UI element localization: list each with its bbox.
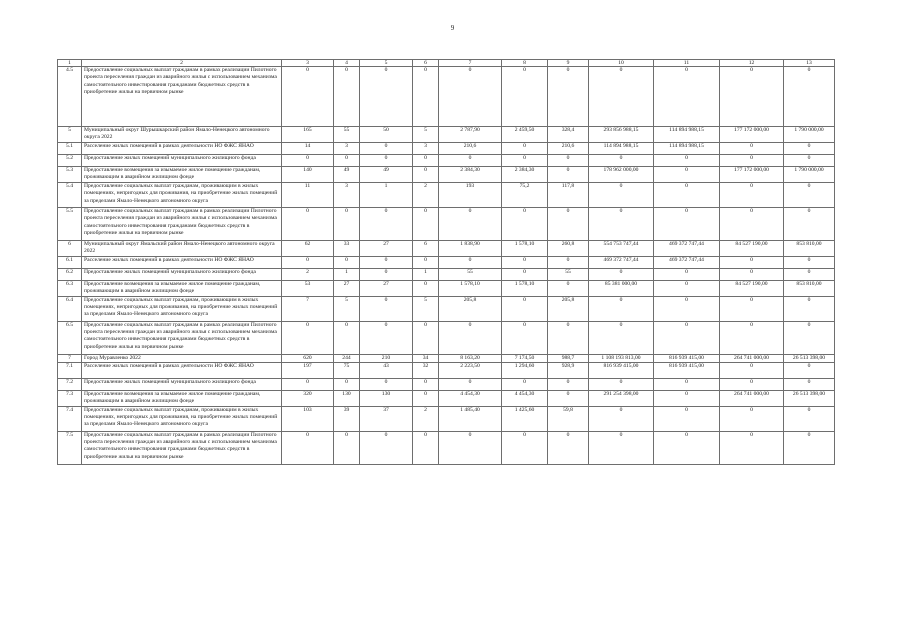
value-cell: 0 — [360, 67, 413, 127]
value-cell: 0 — [502, 67, 548, 127]
value-cell: 49 — [334, 167, 360, 183]
value-cell: 0 — [439, 155, 502, 167]
value-cell: 210,6 — [439, 143, 502, 155]
value-cell: 0 — [282, 256, 334, 268]
value-cell: 0 — [720, 321, 784, 354]
value-cell: 130 — [360, 390, 413, 406]
row-number-cell: 6.4 — [58, 296, 82, 321]
value-cell: 59,8 — [548, 406, 589, 431]
row-number-cell: 5.2 — [58, 155, 82, 167]
table-row — [58, 182, 835, 207]
value-cell: 0 — [654, 378, 720, 390]
value-cell: 7 — [282, 296, 334, 321]
value-cell: 5 — [360, 60, 413, 67]
table-row — [58, 354, 835, 362]
value-cell: 84 527 190,00 — [720, 280, 784, 296]
value-cell: 0 — [654, 406, 720, 431]
table-row — [58, 321, 835, 354]
value-cell: 32 — [413, 362, 439, 378]
value-cell: 6 — [413, 60, 439, 67]
description-cell: Расселение жилых помещений в рамках деятельности НО ФЖС ЯНАО — [82, 362, 282, 378]
value-cell: 554 753 747,44 — [589, 240, 654, 256]
value-cell: 205,8 — [439, 296, 502, 321]
value-cell: 0 — [502, 378, 548, 390]
value-cell: 27 — [360, 280, 413, 296]
description-cell: Предоставление жилых помещений муниципального жилищного фонда — [82, 268, 282, 280]
value-cell: 0 — [784, 296, 835, 321]
value-cell: 197 — [282, 362, 334, 378]
value-cell: 114 894 988,15 — [589, 143, 654, 155]
value-cell: 39 — [334, 406, 360, 431]
value-cell: 0 — [654, 321, 720, 354]
value-cell: 10 — [589, 60, 654, 67]
row-number-cell: 7.3 — [58, 390, 82, 406]
row-number-cell: 5 — [58, 127, 82, 143]
value-cell: 130 — [334, 390, 360, 406]
row-number-cell: 6.5 — [58, 321, 82, 354]
value-cell: 0 — [784, 406, 835, 431]
table-row — [58, 67, 835, 127]
value-cell: 0 — [334, 155, 360, 167]
value-cell: 816 939 415,00 — [654, 354, 720, 362]
value-cell: 0 — [589, 67, 654, 127]
value-cell: 0 — [720, 155, 784, 167]
value-cell: 0 — [548, 431, 589, 464]
value-cell: 0 — [589, 431, 654, 464]
value-cell: 3 — [282, 60, 334, 67]
value-cell: 205,8 — [548, 296, 589, 321]
value-cell: 1 294,60 — [502, 362, 548, 378]
description-cell: Предоставление жилых помещений муниципального жилищного фонда — [82, 155, 282, 167]
value-cell: 0 — [360, 143, 413, 155]
value-cell: 5 — [413, 296, 439, 321]
value-cell: 5 — [334, 296, 360, 321]
description-cell: Предоставление социальных выплат гражданам, проживающим в жилых помещениях, непригодных для проживания, на приобретение жилых помещений за пределами Ямало-Ненецкого автономного округа — [82, 296, 282, 321]
value-cell: 4 454,30 — [502, 390, 548, 406]
table-header-row — [58, 60, 835, 67]
value-cell: 0 — [548, 167, 589, 183]
value-cell: 6 — [413, 240, 439, 256]
value-cell: 0 — [548, 378, 589, 390]
value-cell: 1 578,10 — [502, 280, 548, 296]
value-cell: 0 — [720, 378, 784, 390]
value-cell: 75,2 — [502, 182, 548, 207]
value-cell: 53 — [282, 280, 334, 296]
value-cell: 117,8 — [548, 182, 589, 207]
value-cell: 0 — [439, 378, 502, 390]
value-cell: 50 — [360, 127, 413, 143]
value-cell: 27 — [334, 280, 360, 296]
value-cell: 0 — [334, 256, 360, 268]
table-row — [58, 143, 835, 155]
value-cell: 33 — [334, 240, 360, 256]
value-cell: 816 939 415,00 — [654, 362, 720, 378]
row-number-cell: 6 — [58, 240, 82, 256]
value-cell: 4 454,30 — [439, 390, 502, 406]
value-cell: 1 578,10 — [439, 280, 502, 296]
value-cell: 1 485,40 — [439, 406, 502, 431]
description-cell: Предоставление социальных выплат гражданам в рамках реализации Пилотного проекта переселения граждан из аварийного жилья с использованием механизма самостоятельного инвестирования гражданами бюджетных средств в приобретение жилья на первичном рынке — [82, 207, 282, 240]
value-cell: 0 — [654, 431, 720, 464]
value-cell: 11 — [282, 182, 334, 207]
value-cell: 0 — [548, 390, 589, 406]
description-cell: Муниципальный округ Шурышкарский район Ямало-Ненецкого автономного округа 2022 — [82, 127, 282, 143]
value-cell: 0 — [720, 143, 784, 155]
value-cell: 0 — [413, 256, 439, 268]
value-cell: 469 372 747,44 — [654, 256, 720, 268]
value-cell: 264 741 000,00 — [720, 390, 784, 406]
value-cell: 0 — [282, 207, 334, 240]
description-cell: Город Муравленко 2022 — [82, 354, 282, 362]
value-cell: 0 — [589, 378, 654, 390]
value-cell: 0 — [654, 67, 720, 127]
value-cell: 0 — [784, 207, 835, 240]
value-cell: 0 — [548, 280, 589, 296]
value-cell: 210 — [360, 354, 413, 362]
value-cell: 0 — [413, 207, 439, 240]
row-number-cell: 5.4 — [58, 182, 82, 207]
value-cell: 165 — [282, 127, 334, 143]
value-cell: 55 — [334, 127, 360, 143]
value-cell: 291 254 398,00 — [589, 390, 654, 406]
value-cell: 1 425,60 — [502, 406, 548, 431]
value-cell: 0 — [589, 268, 654, 280]
value-cell: 34 — [413, 354, 439, 362]
description-cell: Предоставление возмещения за изымаемое жилое помещение гражданам, проживающим в аварийном жилищном фонде — [82, 390, 282, 406]
value-cell: 0 — [720, 296, 784, 321]
table-row — [58, 268, 835, 280]
value-cell: 1 108 193 813,00 — [589, 354, 654, 362]
value-cell: 9 — [548, 60, 589, 67]
description-cell: Расселение жилых помещений в рамках деятельности НО ФЖС ЯНАО — [82, 256, 282, 268]
value-cell: 0 — [784, 256, 835, 268]
value-cell: 0 — [784, 268, 835, 280]
value-cell: 2 — [413, 406, 439, 431]
value-cell: 84 527 190,00 — [720, 240, 784, 256]
value-cell: 0 — [502, 296, 548, 321]
value-cell: 0 — [720, 182, 784, 207]
value-cell: 0 — [548, 155, 589, 167]
value-cell: 0 — [654, 268, 720, 280]
value-cell: 210,6 — [548, 143, 589, 155]
value-cell: 0 — [282, 67, 334, 127]
value-cell: 177 172 000,00 — [720, 127, 784, 143]
value-cell: 0 — [334, 67, 360, 127]
value-cell: 0 — [654, 207, 720, 240]
value-cell: 2 — [413, 182, 439, 207]
value-cell: 0 — [282, 431, 334, 464]
row-number-cell: 6.3 — [58, 280, 82, 296]
value-cell: 2 459,50 — [502, 127, 548, 143]
value-cell: 0 — [589, 321, 654, 354]
description-cell: 2 — [82, 60, 282, 67]
value-cell: 193 — [439, 182, 502, 207]
value-cell: 0 — [784, 155, 835, 167]
value-cell: 0 — [720, 207, 784, 240]
value-cell: 85 381 000,00 — [589, 280, 654, 296]
value-cell: 1 — [413, 268, 439, 280]
value-cell: 5 — [413, 127, 439, 143]
value-cell: 2 787,90 — [439, 127, 502, 143]
table-row — [58, 256, 835, 268]
value-cell: 75 — [334, 362, 360, 378]
value-cell: 8 — [502, 60, 548, 67]
value-cell: 0 — [413, 67, 439, 127]
value-cell: 0 — [413, 280, 439, 296]
value-cell: 0 — [720, 406, 784, 431]
value-cell: 43 — [360, 362, 413, 378]
value-cell: 0 — [548, 256, 589, 268]
value-cell: 55 — [548, 268, 589, 280]
value-cell: 1 578,10 — [502, 240, 548, 256]
value-cell: 0 — [548, 207, 589, 240]
value-cell: 853 810,00 — [784, 280, 835, 296]
value-cell: 0 — [784, 362, 835, 378]
value-cell: 0 — [439, 431, 502, 464]
row-number-cell: 4.5 — [58, 67, 82, 127]
value-cell: 0 — [654, 280, 720, 296]
value-cell: 0 — [360, 256, 413, 268]
value-cell: 0 — [589, 155, 654, 167]
row-number-cell: 7 — [58, 354, 82, 362]
value-cell: 0 — [502, 256, 548, 268]
value-cell: 244 — [334, 354, 360, 362]
value-cell: 0 — [654, 296, 720, 321]
value-cell: 2 384,30 — [502, 167, 548, 183]
table-row — [58, 378, 835, 390]
value-cell: 0 — [654, 167, 720, 183]
value-cell: 0 — [784, 321, 835, 354]
value-cell: 1 — [334, 268, 360, 280]
description-cell: Муниципальный округ Ямальский район Ямало-Ненецкого автономного округа 2022 — [82, 240, 282, 256]
value-cell: 0 — [589, 182, 654, 207]
value-cell: 26 513 398,00 — [784, 354, 835, 362]
row-number-cell: 6.2 — [58, 268, 82, 280]
value-cell: 0 — [413, 155, 439, 167]
table-row — [58, 362, 835, 378]
description-cell: Предоставление возмещения за изымаемое жилое помещение гражданам, проживающим в аварийном жилищном фонде — [82, 280, 282, 296]
value-cell: 0 — [720, 362, 784, 378]
description-cell: Предоставление возмещения за изымаемое жилое помещение гражданам, проживающим в аварийном жилищном фонде — [82, 167, 282, 183]
value-cell: 0 — [654, 155, 720, 167]
value-cell: 264 741 000,00 — [720, 354, 784, 362]
value-cell: 1 838,90 — [439, 240, 502, 256]
value-cell: 14 — [282, 143, 334, 155]
value-cell: 140 — [282, 167, 334, 183]
value-cell: 0 — [784, 431, 835, 464]
value-cell: 0 — [360, 207, 413, 240]
value-cell: 0 — [360, 268, 413, 280]
value-cell: 0 — [334, 321, 360, 354]
value-cell: 3 — [413, 143, 439, 155]
value-cell: 0 — [282, 321, 334, 354]
table-row — [58, 431, 835, 464]
value-cell: 0 — [654, 390, 720, 406]
description-cell: Предоставление социальных выплат гражданам в рамках реализации Пилотного проекта переселения граждан из аварийного жилья с использованием механизма самостоятельного инвестирования гражданами бюджетных средств в приобретение жилья на первичном рынке — [82, 431, 282, 464]
description-cell: Предоставление социальных выплат гражданам, проживающим в жилых помещениях, непригодных для проживания, на приобретение жилых помещений за пределами Ямало-Ненецкого автономного округа — [82, 406, 282, 431]
value-cell: 0 — [589, 296, 654, 321]
value-cell: 320 — [282, 390, 334, 406]
value-cell: 1 790 000,00 — [784, 127, 835, 143]
value-cell: 0 — [413, 321, 439, 354]
value-cell: 1 790 000,00 — [784, 167, 835, 183]
value-cell: 0 — [360, 155, 413, 167]
value-cell: 0 — [502, 321, 548, 354]
value-cell: 0 — [784, 67, 835, 127]
value-cell: 178 962 000,00 — [589, 167, 654, 183]
value-cell: 260,8 — [548, 240, 589, 256]
value-cell: 0 — [334, 207, 360, 240]
value-cell: 0 — [439, 207, 502, 240]
table-row — [58, 207, 835, 240]
value-cell: 12 — [720, 60, 784, 67]
value-cell: 62 — [282, 240, 334, 256]
table-row — [58, 280, 835, 296]
table-row — [58, 155, 835, 167]
value-cell: 469 372 747,44 — [654, 240, 720, 256]
value-cell: 816 939 415,00 — [589, 362, 654, 378]
value-cell: 7 174,50 — [502, 354, 548, 362]
value-cell: 177 172 000,00 — [720, 167, 784, 183]
value-cell: 928,9 — [548, 362, 589, 378]
value-cell: 11 — [654, 60, 720, 67]
value-cell: 0 — [413, 167, 439, 183]
value-cell: 0 — [589, 406, 654, 431]
value-cell: 0 — [360, 321, 413, 354]
table-row — [58, 390, 835, 406]
value-cell: 0 — [502, 155, 548, 167]
page-number: 9 — [450, 24, 455, 32]
value-cell: 0 — [413, 431, 439, 464]
value-cell: 0 — [439, 321, 502, 354]
row-number-cell: 6.1 — [58, 256, 82, 268]
row-number-cell: 7.4 — [58, 406, 82, 431]
value-cell: 0 — [589, 207, 654, 240]
row-number-cell: 1 — [58, 60, 82, 67]
description-cell: Предоставление социальных выплат гражданам, проживающим в жилых помещениях, непригодных для проживания, на приобретение жилых помещений за пределами Ямало-Ненецкого автономного округа — [82, 182, 282, 207]
value-cell: 0 — [784, 182, 835, 207]
value-cell: 0 — [439, 256, 502, 268]
value-cell: 0 — [360, 378, 413, 390]
value-cell: 7 — [439, 60, 502, 67]
row-number-cell: 5.3 — [58, 167, 82, 183]
table-row — [58, 127, 835, 143]
value-cell: 2 223,50 — [439, 362, 502, 378]
value-cell: 3 — [334, 182, 360, 207]
value-cell: 0 — [720, 268, 784, 280]
value-cell: 37 — [360, 406, 413, 431]
value-cell: 13 — [784, 60, 835, 67]
value-cell: 1 — [360, 182, 413, 207]
value-cell: 27 — [360, 240, 413, 256]
value-cell: 0 — [502, 431, 548, 464]
value-cell: 0 — [502, 207, 548, 240]
value-cell: 0 — [720, 256, 784, 268]
value-cell: 0 — [282, 155, 334, 167]
value-cell: 2 — [282, 268, 334, 280]
resettlement-table — [57, 59, 835, 465]
row-number-cell: 7.1 — [58, 362, 82, 378]
row-number-cell: 5.1 — [58, 143, 82, 155]
value-cell: 4 — [334, 60, 360, 67]
description-cell: Предоставление социальных выплат гражданам в рамках реализации Пилотного проекта переселения граждан из аварийного жилья с использованием механизма самостоятельного инвестирования гражданами бюджетных средств в приобретение жилья на первичном рынке — [82, 67, 282, 127]
description-cell: Расселение жилых помещений в рамках деятельности НО ФЖС ЯНАО — [82, 143, 282, 155]
value-cell: 0 — [282, 378, 334, 390]
value-cell: 988,7 — [548, 354, 589, 362]
value-cell: 0 — [784, 143, 835, 155]
value-cell: 0 — [720, 431, 784, 464]
value-cell: 49 — [360, 167, 413, 183]
value-cell: 55 — [439, 268, 502, 280]
value-cell: 0 — [502, 143, 548, 155]
table-row — [58, 406, 835, 431]
value-cell: 0 — [334, 378, 360, 390]
value-cell: 8 163,20 — [439, 354, 502, 362]
value-cell: 0 — [720, 67, 784, 127]
value-cell: 853 810,00 — [784, 240, 835, 256]
value-cell: 0 — [360, 296, 413, 321]
table-row — [58, 167, 835, 183]
value-cell: 0 — [439, 67, 502, 127]
value-cell: 620 — [282, 354, 334, 362]
value-cell: 469 372 747,44 — [589, 256, 654, 268]
value-cell: 328,4 — [548, 127, 589, 143]
value-cell: 0 — [360, 431, 413, 464]
description-cell: Предоставление социальных выплат гражданам в рамках реализации Пилотного проекта переселения граждан из аварийного жилья с использованием механизма самостоятельного инвестирования гражданами бюджетных средств в приобретение жилья на первичном рынке — [82, 321, 282, 354]
row-number-cell: 5.5 — [58, 207, 82, 240]
value-cell: 0 — [548, 67, 589, 127]
value-cell: 2 384,30 — [439, 167, 502, 183]
value-cell: 26 513 398,00 — [784, 390, 835, 406]
row-number-cell: 7.2 — [58, 378, 82, 390]
value-cell: 0 — [548, 321, 589, 354]
table-row — [58, 296, 835, 321]
value-cell: 0 — [413, 378, 439, 390]
value-cell: 0 — [334, 431, 360, 464]
value-cell: 103 — [282, 406, 334, 431]
value-cell: 0 — [413, 390, 439, 406]
value-cell: 114 894 988,15 — [654, 143, 720, 155]
row-number-cell: 7.5 — [58, 431, 82, 464]
value-cell: 114 894 988,15 — [654, 127, 720, 143]
description-cell: Предоставление жилых помещений муниципального жилищного фонда — [82, 378, 282, 390]
value-cell: 0 — [784, 378, 835, 390]
value-cell: 293 856 988,15 — [589, 127, 654, 143]
value-cell: 0 — [502, 268, 548, 280]
value-cell: 3 — [334, 143, 360, 155]
value-cell: 0 — [654, 182, 720, 207]
table-row — [58, 240, 835, 256]
